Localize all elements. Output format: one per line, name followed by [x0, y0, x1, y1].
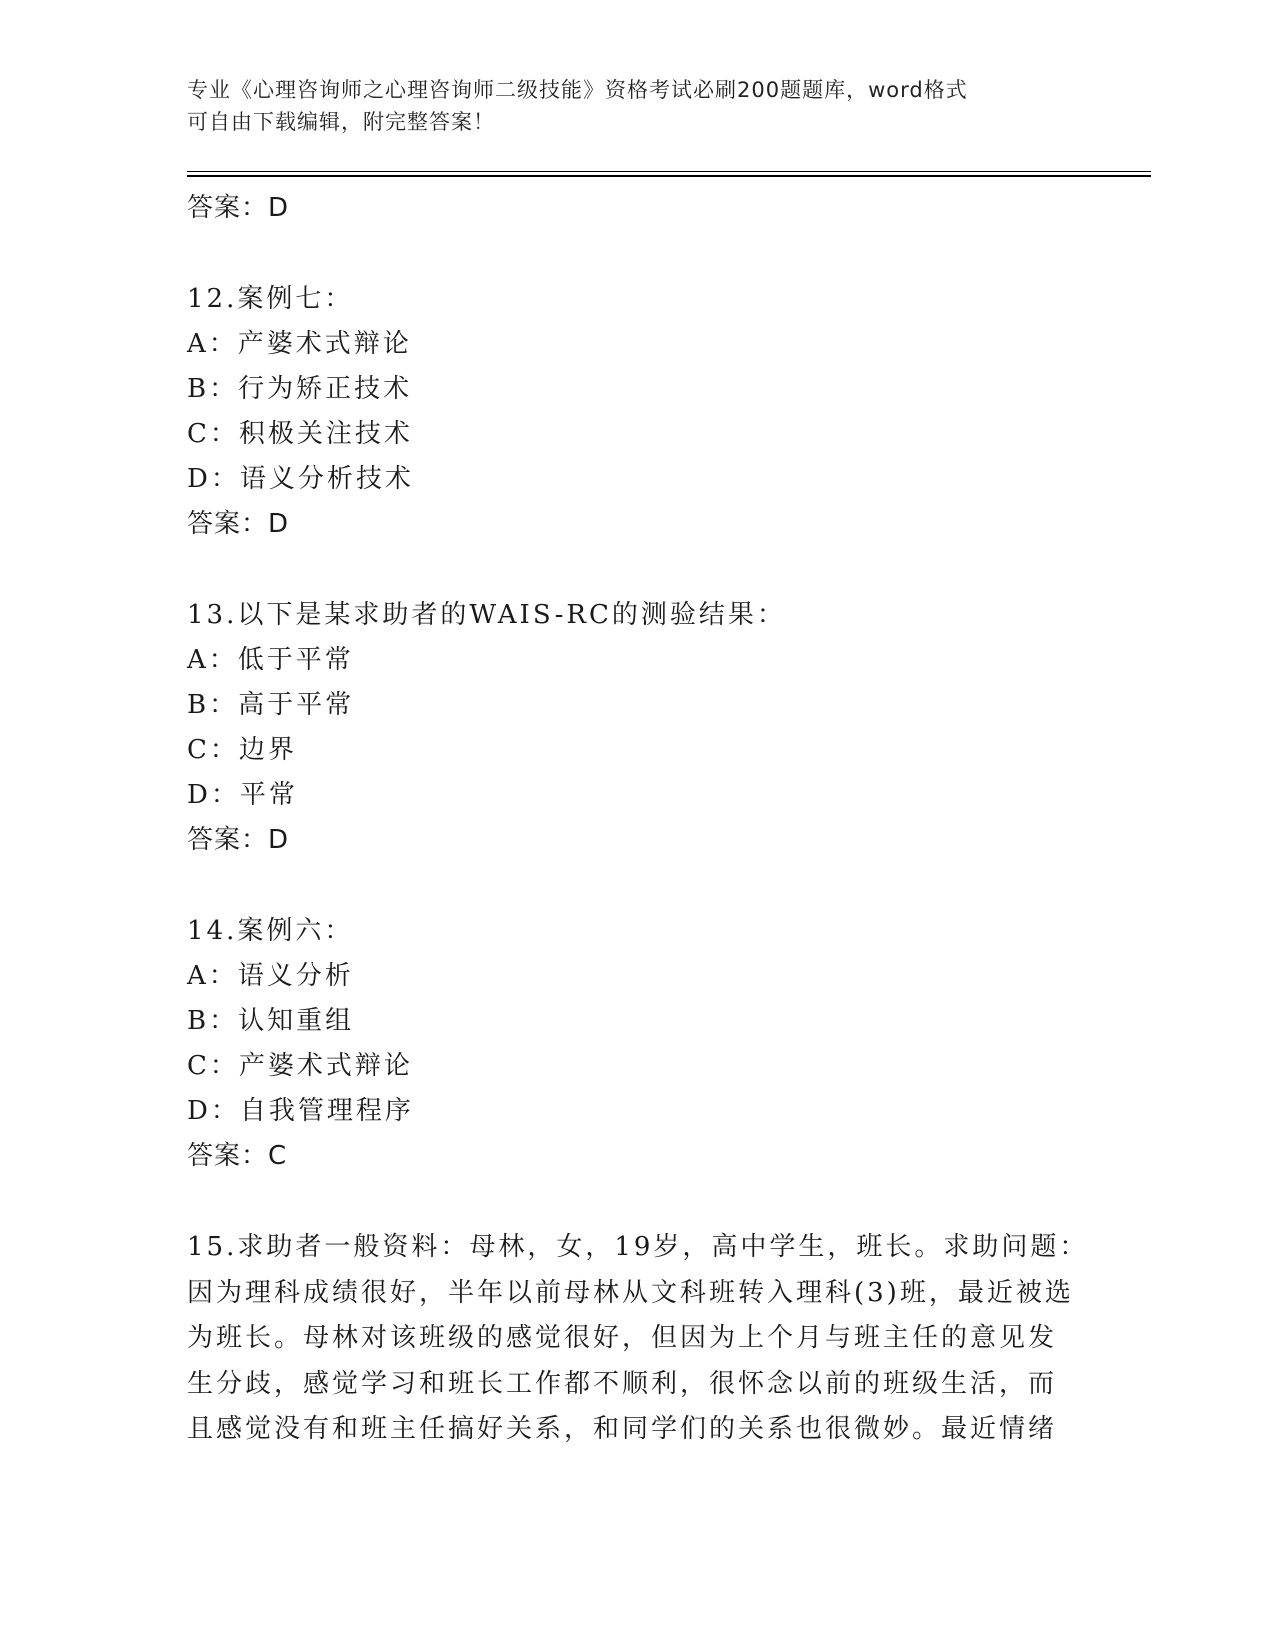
paragraph-line: 因为理科成绩很好，半年以前母林从文科班转入理科(3)班，最近被选 — [187, 1277, 1074, 1308]
option-a: A：语义分析 — [187, 961, 354, 991]
option-d: D：平常 — [187, 780, 298, 810]
option-d: D：自我管理程序 — [187, 1096, 414, 1126]
question-14 — [187, 909, 1087, 1179]
option-b: B：认知重组 — [187, 1006, 355, 1036]
paragraph-line: 生分歧，感觉学习和班长工作都不顺利，很怀念以前的班级生活，而 — [187, 1368, 1058, 1399]
header-line-1: 专业《心理咨询师之心理咨询师二级技能》资格考试必刷200题题库，word格式 — [187, 78, 968, 102]
paragraph-line: 15.求助者一般资料：母林，女，19岁，高中学生，班长。求助问题： — [187, 1232, 1089, 1262]
question-15 — [187, 1225, 1089, 1453]
question-title: 12.案例七： — [187, 284, 354, 314]
option-a: A：产婆术式辩论 — [187, 329, 412, 359]
paragraph-line: 且感觉没有和班主任搞好关系，和同学们的关系也很微妙。最近情绪 — [187, 1414, 1058, 1444]
option-c: C：积极关注技术 — [187, 419, 413, 449]
question-title: 13.以下是某求助者的WAIS-RC的测验结果： — [187, 600, 786, 630]
option-b: B：行为矫正技术 — [187, 374, 413, 404]
option-a: A：低于平常 — [187, 645, 354, 675]
question-title: 14.案例六： — [187, 916, 354, 946]
option-b: B：高于平常 — [187, 690, 355, 720]
answer-line: 答案：D — [187, 825, 290, 855]
answer-line: 答案：D — [187, 509, 290, 539]
option-c: C：边界 — [187, 735, 297, 765]
header-divider-thin — [187, 171, 1151, 172]
document-body — [187, 186, 1087, 1453]
page-header — [187, 74, 1087, 138]
option-c: C：产婆术式辩论 — [187, 1051, 413, 1081]
paragraph-line: 为班长。母林对该班级的感觉很好，但因为上个月与班主任的意见发 — [187, 1323, 1058, 1353]
header-line-2: 可自由下载编辑，附完整答案！ — [187, 110, 495, 134]
option-d: D：语义分析技术 — [187, 464, 414, 494]
answer-line: 答案：C — [187, 1141, 288, 1171]
answer-line: 答案：D — [187, 193, 290, 223]
header-divider-thick — [187, 175, 1151, 177]
question-13 — [187, 593, 1087, 863]
question-12 — [187, 277, 1087, 547]
